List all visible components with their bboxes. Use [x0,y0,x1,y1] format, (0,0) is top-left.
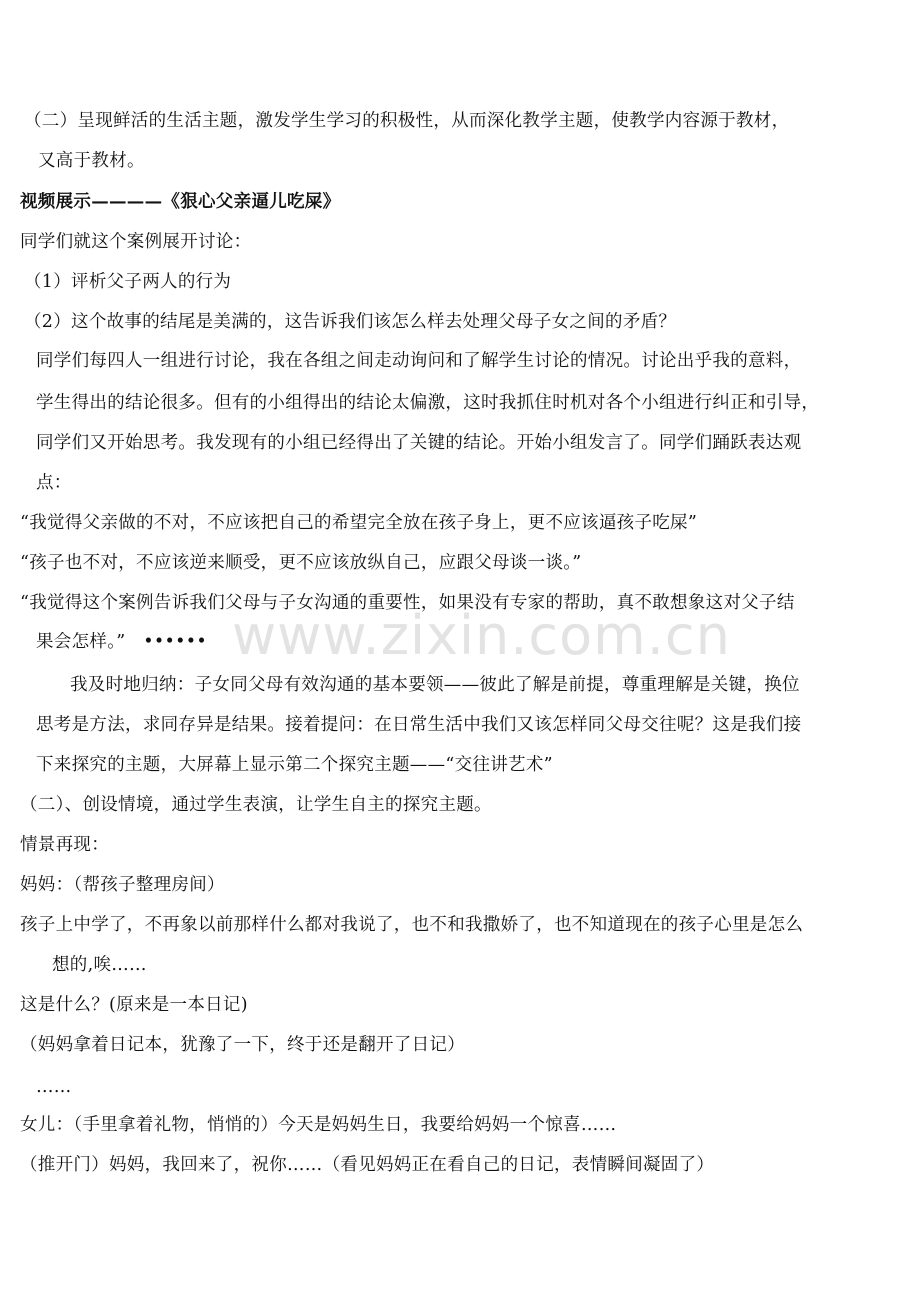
script-line: 这是什么？(原来是一本日记) [20,995,248,1015]
paragraph-line: 同学们每四人一组进行讨论，我在各组之间走动询问和了解学生讨论的情况。讨论出乎我的意料， [36,351,802,371]
script-line: 孩子上中学了，不再象以前那样什么都对我说了，也不和我撒娇了，也不知道现在的孩子心里是怎么 [20,915,804,935]
paragraph-line: 下来探究的主题，大屏幕上显示第二个探究主题——“交往讲艺术” [36,755,553,775]
student-quote: “我觉得这个案例告诉我们父母与子女沟通的重要性，如果没有专家的帮助，真不敢想象这对父子结 [20,593,795,613]
script-line: （推开门）妈妈，我回来了，祝你……（看见妈妈正在看自己的日记，表情瞬间凝固了） [20,1155,715,1175]
script-line: …… [36,1077,72,1097]
paragraph-line: 我及时地归纳：子女同父母有效沟通的基本要领——彼此了解是前提，尊重理解是关键，换位 [70,675,800,695]
paragraph-line: 点： [36,473,72,493]
script-line: 想的,唉…… [52,955,147,975]
video-title: 视频展示————《狠心父亲逼儿吃屎》 [20,192,341,212]
script-line: （妈妈拿着日记本，犹豫了一下，终于还是翻开了日记） [20,1035,465,1055]
script-line: 女儿：（手里拿着礼物，悄悄的）今天是妈妈生日，我要给妈妈一个惊喜…… [20,1115,617,1135]
paragraph-line: 同学们就这个案例展开讨论： [20,232,252,252]
section-heading-line: （二）呈现鲜活的生活主题，激发学生学习的积极性，从而深化教学主题，使教学内容源于教材， [24,111,790,131]
watermark: www.zixin.com.cn [232,604,731,667]
paragraph-line: 情景再现： [20,835,109,855]
paragraph-line: 学生得出的结论很多。但有的小组得出的结论太偏激，这时我抓住时机对各个小组进行纠正和引导， [36,393,820,413]
question-item: （2）这个故事的结尾是美满的，这告诉我们该怎么样去处理父母子女之间的矛盾？ [24,312,677,332]
student-quote: “我觉得父亲做的不对，不应该把自己的希望完全放在孩子身上，更不应该逼孩子吃屎” [20,513,698,533]
paragraph-line: 思考是方法，求同存异是结果。接着提问：在日常生活中我们又该怎样同父母交往呢？这是我们接 [36,715,802,735]
question-item: （1）评析父子两人的行为 [24,272,232,292]
paragraph-line: 同学们又开始思考。我发现有的小组已经得出了关键的结论。开始小组发言了。同学们踊跃表达观 [36,433,802,453]
paragraph-line: 又高于教材。 [38,151,145,171]
script-line: 妈妈：（帮孩子整理房间） [20,875,225,895]
student-quote: 果会怎样。” •••••• [36,632,208,652]
student-quote: “孩子也不对，不应该逆来顺受，更不应该放纵自己，应跟父母谈一谈。” [20,553,582,573]
section-heading-line: （二）、创设情境，通过学生表演，让学生自主的探究主题。 [20,795,492,815]
